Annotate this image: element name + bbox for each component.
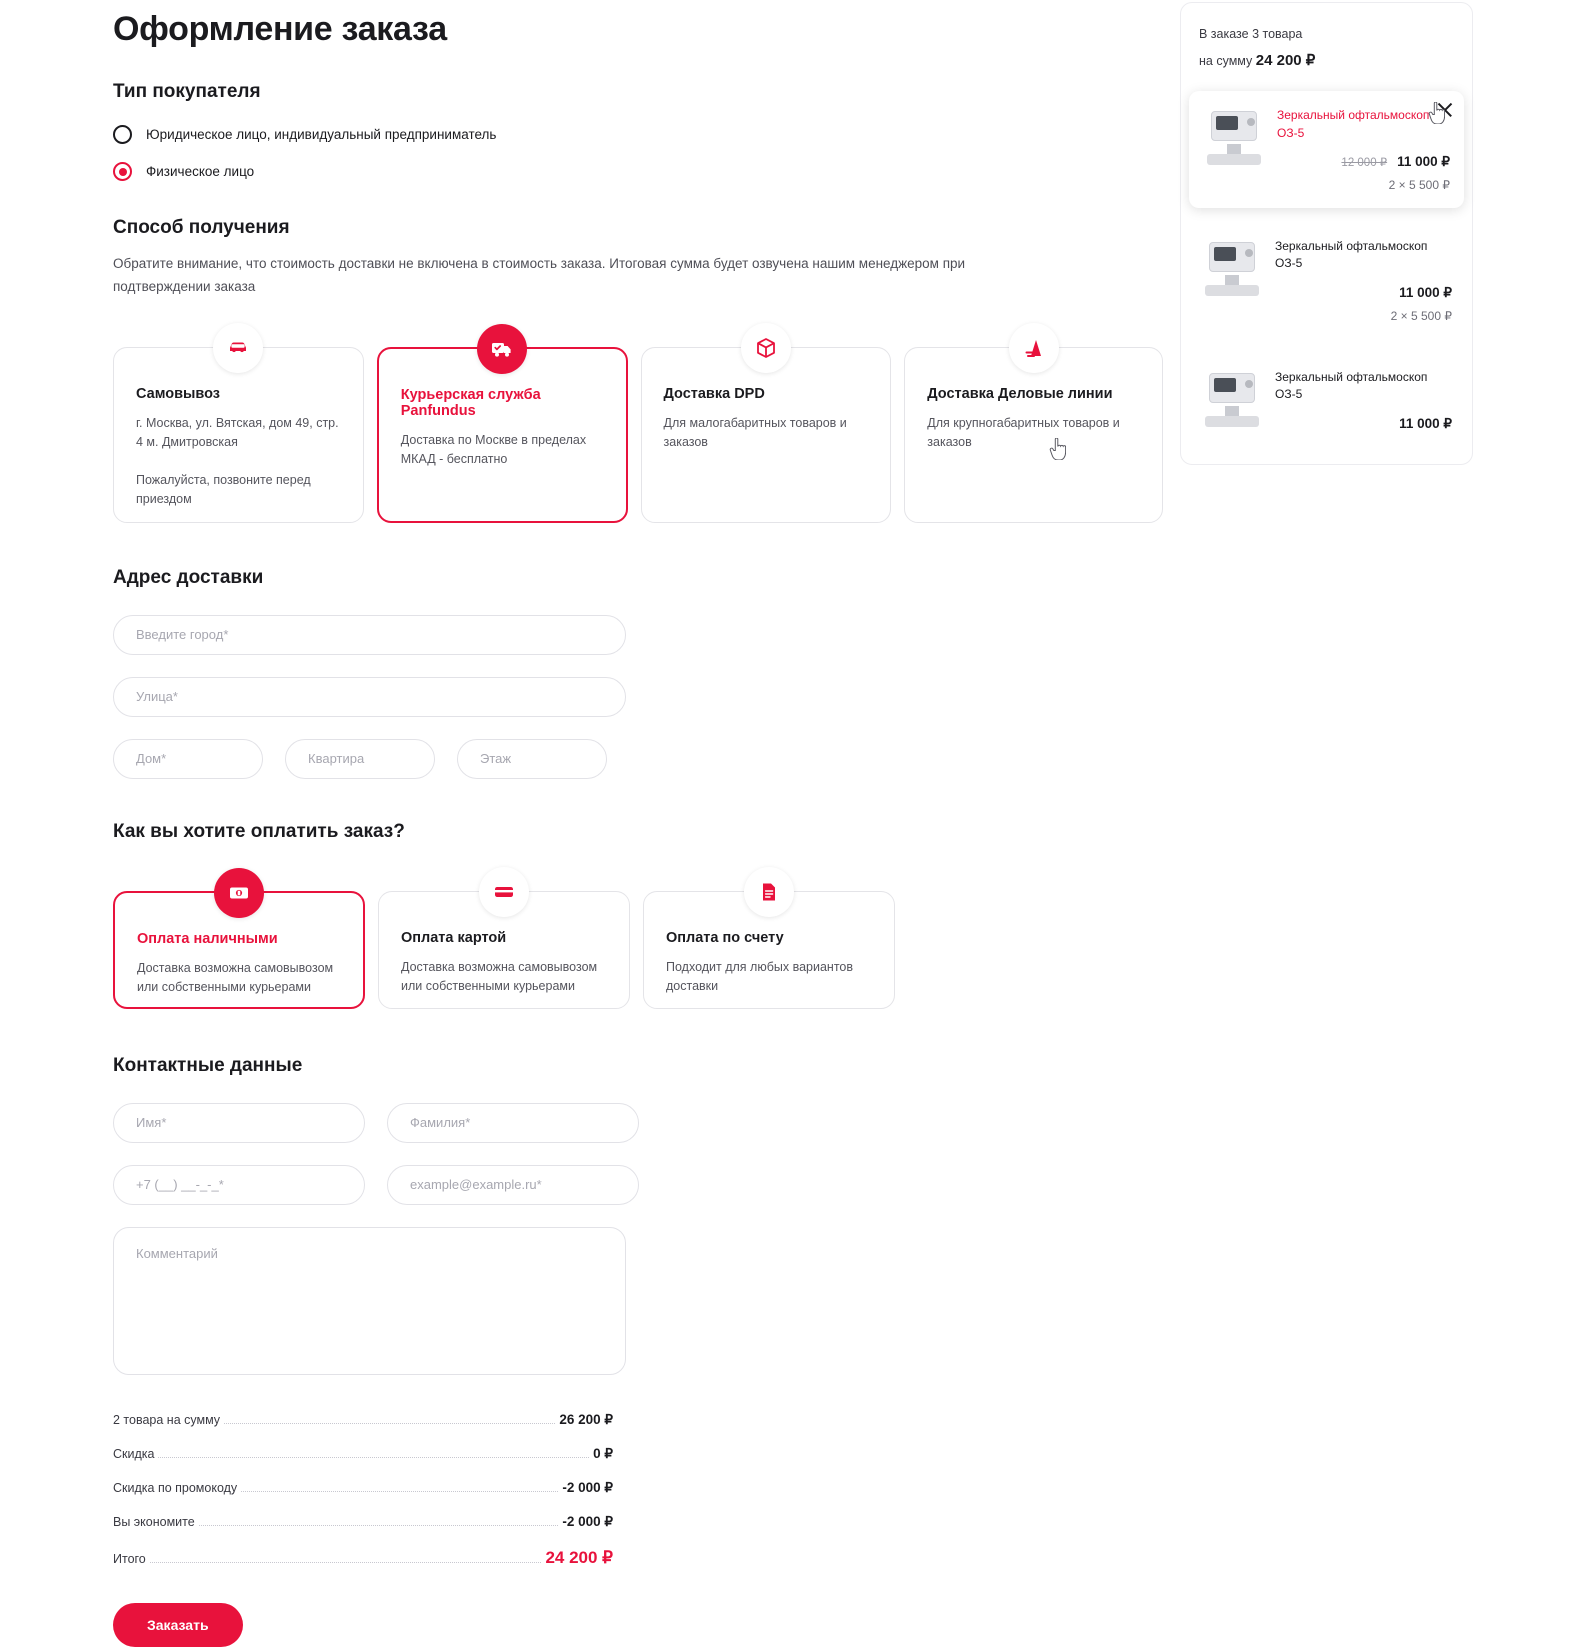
- address-title: Адрес доставки: [113, 566, 264, 588]
- address-house-row: [113, 739, 1163, 779]
- delivery-option-delovye-linii[interactable]: [904, 347, 1163, 523]
- total-label: Скидка по промокоду: [113, 1480, 238, 1495]
- payment-option-cash[interactable]: [113, 891, 365, 1009]
- total-dots: [224, 1423, 555, 1424]
- payment-title: Как вы хотите оплатить заказ?: [113, 820, 405, 842]
- cart-item-price: 11 000 ₽: [1397, 154, 1450, 170]
- total-dots: [158, 1457, 589, 1458]
- delivery-options: [113, 347, 1163, 523]
- payment-option-card-title: Оплата картой: [401, 929, 507, 946]
- cart-item-per-unit: 2 × 5 500 ₽: [1390, 308, 1452, 323]
- flat-input[interactable]: [285, 739, 435, 779]
- grand-total-dots: [150, 1562, 542, 1563]
- buyer-type-label-legal: Юридическое лицо, индивидуальный предприниматель: [146, 127, 497, 142]
- total-dots: [241, 1491, 558, 1492]
- total-label: Вы экономите: [113, 1514, 195, 1529]
- order-totals: [113, 1403, 613, 1577]
- cart-item-info: [1275, 238, 1452, 323]
- truck-check-icon: [477, 324, 527, 374]
- delivery-option-dpd-title: Доставка DPD: [663, 385, 765, 402]
- product-thumbnail: [1201, 369, 1263, 431]
- buyer-type-title: Тип покупателя: [113, 81, 261, 102]
- cart-item[interactable]: [1199, 353, 1454, 448]
- city-input[interactable]: [113, 615, 626, 655]
- cart-item-price-line: [1275, 416, 1452, 432]
- contacts-phone-row: [113, 1165, 1163, 1205]
- payment-option-invoice[interactable]: [643, 891, 895, 1009]
- box-icon: [741, 323, 791, 373]
- cart-item-per-unit: 2 × 5 500 ₽: [1388, 178, 1450, 193]
- phone-input[interactable]: [113, 1165, 365, 1205]
- delivery-option-courier-desc1: Доставка по Москве в пределах МКАД - бесплатно: [400, 432, 587, 467]
- delivery-option-delovye-linii-desc1: Для крупногабаритных товаров и заказов: [927, 415, 1120, 450]
- ophthalmoscope-illustration: [1201, 238, 1263, 300]
- buyer-type-option-legal[interactable]: [113, 125, 1163, 144]
- product-thumbnail: [1203, 107, 1265, 169]
- cash-icon: [214, 868, 264, 918]
- cart-item-name: Зеркальный офтальмоскоп ОЗ-5: [1275, 239, 1428, 271]
- payment-option-card[interactable]: [378, 891, 630, 1009]
- checkout-main-column: [113, 0, 1163, 1647]
- total-value: -2 000 ₽: [562, 1513, 613, 1529]
- delivery-option-delovye-linii-title: Доставка Деловые линии: [927, 385, 1113, 402]
- cart-item-price-line: [1275, 285, 1452, 301]
- cart-item-count: В заказе 3 товара: [1199, 27, 1303, 41]
- payment-option-card-desc: Доставка возможна самовывозом или собственными курьерами: [401, 959, 598, 994]
- contacts-title: Контактные данные: [113, 1054, 303, 1076]
- ophthalmoscope-illustration: [1203, 107, 1265, 169]
- cart-header: [1199, 23, 1454, 75]
- delivery-option-pickup-desc2: Пожалуйста, позвоните перед приездом: [136, 472, 311, 506]
- delivery-option-pickup-desc1: г. Москва, ул. Вятская, дом 49, стр. 4 м. Дмитровская: [136, 415, 339, 450]
- cart-item-old-price: 12 000 ₽: [1341, 157, 1388, 170]
- total-line: [113, 1471, 613, 1505]
- cart-item-price: 11 000 ₽: [1399, 415, 1452, 431]
- house-input[interactable]: [113, 739, 263, 779]
- delivery-option-dpd[interactable]: [641, 347, 892, 523]
- grand-total-value: 24 200 ₽: [545, 1547, 613, 1567]
- cart-item[interactable]: [1189, 91, 1464, 208]
- delivery-option-pickup[interactable]: [113, 347, 364, 523]
- buyer-type-option-individual[interactable]: [113, 162, 1163, 181]
- cart-item-info: [1275, 369, 1452, 432]
- page-title: Оформление заказа: [113, 10, 447, 48]
- contacts-name-row: [113, 1103, 1163, 1143]
- total-label: Скидка: [113, 1446, 155, 1461]
- grand-total-label: Итого: [113, 1551, 146, 1566]
- cart-item[interactable]: [1199, 222, 1454, 339]
- total-dots: [199, 1525, 559, 1526]
- grand-total-line: [113, 1539, 613, 1577]
- buyer-type-label-individual: Физическое лицо: [146, 164, 255, 179]
- delivery-option-pickup-title: Самовывоз: [136, 385, 220, 402]
- total-value: 0 ₽: [593, 1445, 613, 1461]
- radio-legal-entity[interactable]: [113, 125, 132, 144]
- ophthalmoscope-illustration: [1201, 369, 1263, 431]
- cart-item-price: 11 000 ₽: [1399, 284, 1452, 300]
- invoice-icon: [744, 867, 794, 917]
- radio-individual[interactable]: [113, 162, 132, 181]
- delivery-option-courier[interactable]: [377, 347, 628, 523]
- cart-item-price-line: [1277, 154, 1450, 170]
- comment-textarea[interactable]: [113, 1227, 626, 1375]
- close-icon[interactable]: [1436, 101, 1454, 119]
- delivery-title: Способ получения: [113, 217, 290, 238]
- card-icon: [479, 867, 529, 917]
- cart-summary-panel: [1180, 2, 1473, 465]
- delivery-option-dpd-desc1: Для малогабаритных товаров и заказов: [663, 415, 847, 450]
- total-line: [113, 1403, 613, 1437]
- cart-total-value: 24 200 ₽: [1255, 51, 1316, 69]
- total-line: [113, 1505, 613, 1539]
- delivery-note: Обратите внимание, что стоимость доставки не включена в стоимость заказа. Итоговая сумма будет озвучена нашим менеджером при подтверждении заказа: [113, 256, 966, 294]
- submit-order-button[interactable]: Заказать: [113, 1603, 243, 1647]
- last-name-input[interactable]: [387, 1103, 639, 1143]
- payment-option-invoice-desc: Подходит для любых вариантов доставки: [666, 959, 853, 994]
- payment-option-invoice-title: Оплата по счету: [666, 929, 784, 946]
- cart-item-name: Зеркальный офтальмоскоп ОЗ-5: [1277, 108, 1430, 140]
- delovye-linii-icon: [1009, 323, 1059, 373]
- total-label: 2 товара на сумму: [113, 1412, 221, 1427]
- product-thumbnail: [1201, 238, 1263, 300]
- total-line: [113, 1437, 613, 1471]
- delivery-option-courier-title: Курьерская служба Panfundus: [400, 386, 541, 419]
- email-input[interactable]: [387, 1165, 639, 1205]
- cart-total-prefix: на сумму: [1199, 53, 1253, 68]
- total-value: 26 200 ₽: [559, 1411, 613, 1427]
- car-icon: [213, 323, 263, 373]
- payment-options: [113, 891, 1163, 1009]
- cart-item-info: [1277, 107, 1450, 192]
- cart-item-name: Зеркальный офтальмоскоп ОЗ-5: [1275, 369, 1428, 402]
- payment-option-cash-desc: Доставка возможна самовывозом или собственными курьерами: [137, 960, 334, 995]
- floor-input[interactable]: [457, 739, 607, 779]
- first-name-input[interactable]: [113, 1103, 365, 1143]
- street-input[interactable]: [113, 677, 626, 717]
- payment-option-cash-title: Оплата наличными: [137, 930, 278, 947]
- total-value: -2 000 ₽: [562, 1479, 613, 1495]
